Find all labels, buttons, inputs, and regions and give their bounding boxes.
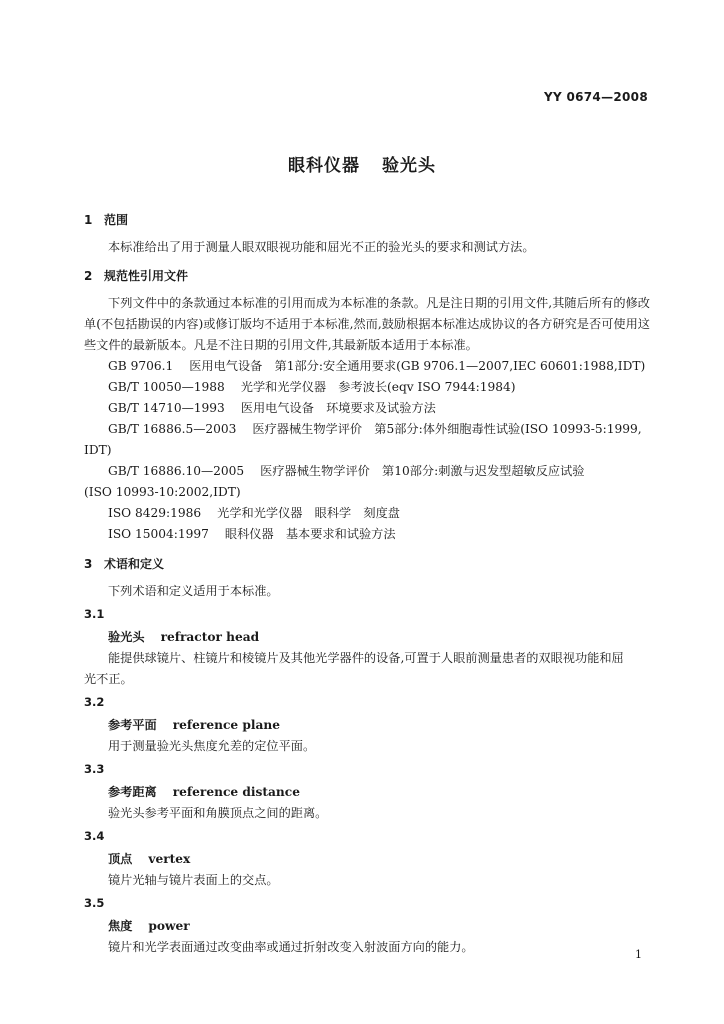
term-heading (84, 916, 650, 937)
reference-title: 光学和光学仪器 参考波长(eqv ISO 7944:1984) (240, 380, 516, 394)
term-definition: 用于测量验光头焦度允差的定位平面。 (108, 739, 316, 753)
term-english: reference distance (172, 785, 300, 799)
term-english: refractor head (160, 630, 260, 644)
section-title: 术语和定义 (104, 557, 165, 571)
reference-code: GB 9706.1 (108, 359, 174, 373)
reference-code: GB/T 10050—1988 (108, 380, 225, 394)
reference-code: GB/T 16886.10—2005 (108, 464, 245, 478)
section-title: 范围 (104, 213, 129, 227)
reference-code: GB/T 16886.5—2003 (108, 422, 237, 436)
section-heading-terms-definitions (84, 554, 650, 575)
reference-item (84, 398, 650, 419)
reference-item (84, 356, 650, 377)
term-chinese: 参考平面 (108, 718, 157, 732)
term-heading (84, 849, 650, 870)
reference-title: 医疗器械生物学评价 第5部分:体外细胞毒性试验(ISO 10993-5:1999, (252, 422, 642, 436)
page-number: 1 (635, 948, 642, 961)
title-part-2: 验光头 (382, 156, 436, 176)
scope-paragraph: 本标准给出了用于测量人眼双眼视功能和屈光不正的验光头的要求和测试方法。 (108, 240, 535, 254)
reference-title: 光学和光学仪器 眼科学 刻度盘 (217, 506, 400, 520)
reference-code: GB/T 14710—1993 (108, 401, 225, 415)
reference-item (84, 377, 650, 398)
section-number: 3 (84, 557, 93, 571)
term-english: power (148, 919, 190, 933)
reference-title: 医用电气设备 环境要求及试验方法 (240, 401, 436, 415)
term-number: 3.2 (84, 695, 105, 709)
section-number: 2 (84, 269, 93, 283)
term-chinese: 参考距离 (108, 785, 157, 799)
term-definition: 验光头参考平面和角膜顶点之间的距离。 (108, 806, 328, 820)
term-number: 3.1 (84, 607, 105, 621)
term-chinese: 顶点 (108, 852, 133, 866)
reference-title-continuation: IDT) (84, 443, 112, 457)
reference-item (84, 461, 650, 503)
section-number: 1 (84, 213, 93, 227)
term-english: vertex (148, 852, 191, 866)
references-intro-paragraph: 下列文件中的条款通过本标准的引用而成为本标准的条款。凡是注日期的引用文件,其随后所有的修改单(不包括勘误的内容)或修订版均不适用于本标准,然而,鼓励根据本标准达成协议的各方研究是否可使用这些文件的最新版本。凡是不注日期的引用文件,其最新版本适用于本标准。 (84, 296, 650, 352)
page-title (0, 151, 724, 176)
section-heading-normative-references (84, 266, 650, 287)
term-heading (84, 627, 650, 648)
reference-title: 眼科仪器 基本要求和试验方法 (224, 527, 396, 541)
term-heading (84, 715, 650, 736)
reference-item (84, 524, 650, 545)
reference-code: ISO 8429:1986 (108, 506, 202, 520)
term-number: 3.4 (84, 829, 105, 843)
term-definition: 镜片和光学表面通过改变曲率或通过折射改变入射波面方向的能力。 (108, 940, 474, 954)
reference-title: 医疗器械生物学评价 第10部分:刺激与迟发型超敏反应试验 (260, 464, 585, 478)
term-chinese: 验光头 (108, 630, 145, 644)
reference-code: ISO 15004:1997 (108, 527, 209, 541)
term-definition (84, 648, 650, 690)
definition-text: 能提供球镜片、柱镜片和棱镜片及其他光学器件的设备,可置于人眼前测量患者的双眼视功能和屈 (108, 651, 624, 665)
document-body (84, 203, 650, 958)
term-definition: 镜片光轴与镜片表面上的交点。 (108, 873, 279, 887)
section-heading-scope (84, 210, 650, 231)
term-number: 3.5 (84, 896, 105, 910)
reference-item (84, 419, 650, 461)
standard-number: YY 0674—2008 (544, 90, 648, 104)
reference-item (84, 503, 650, 524)
term-english: reference plane (172, 718, 281, 732)
term-chinese: 焦度 (108, 919, 133, 933)
title-part-1: 眼科仪器 (288, 156, 360, 176)
term-number: 3.3 (84, 762, 105, 776)
section-title: 规范性引用文件 (104, 269, 189, 283)
reference-title-continuation: (ISO 10993-10:2002,IDT) (84, 485, 241, 499)
terms-intro-paragraph: 下列术语和定义适用于本标准。 (108, 584, 279, 598)
reference-title: 医用电气设备 第1部分:安全通用要求(GB 9706.1—2007,IEC 60601:1988,IDT) (189, 359, 646, 373)
term-heading (84, 782, 650, 803)
definition-continuation: 光不正。 (84, 672, 133, 686)
